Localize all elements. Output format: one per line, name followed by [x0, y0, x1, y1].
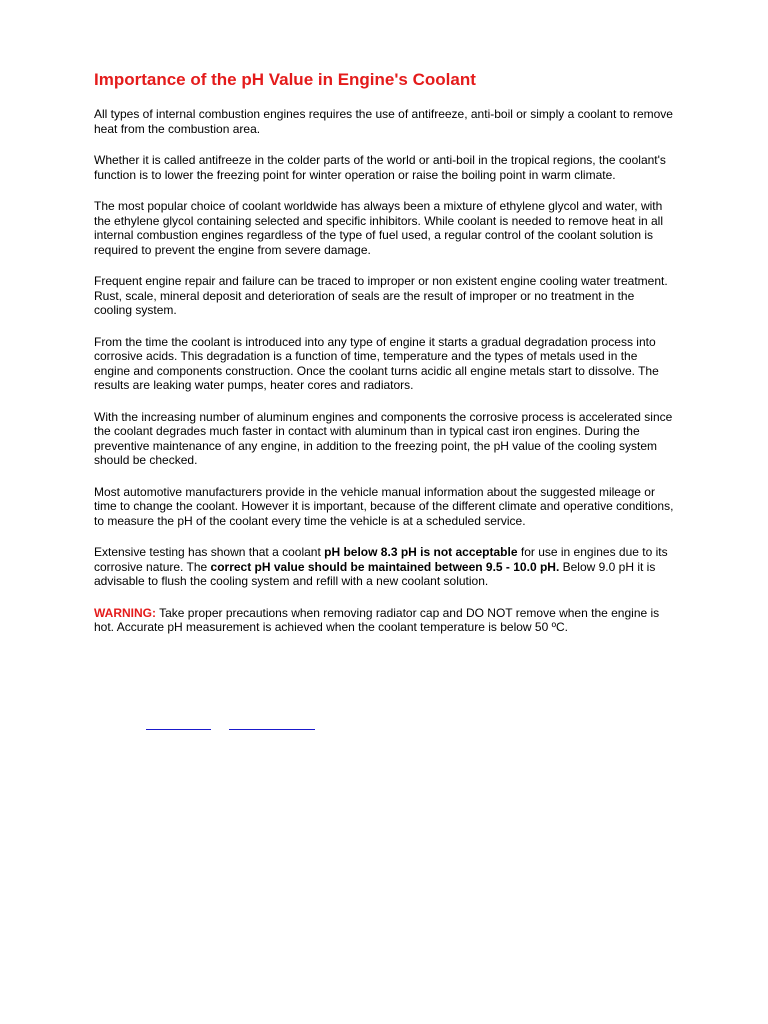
testing-text-3: Below 9.0 pH it is advisable to flush the cooling system and refill with a new coolant solution. [94, 559, 656, 588]
paragraph-intro: All types of internal combustion engines requires the use of antifreeze, anti-boil or simply a coolant to remove heat from the combustion area. [94, 107, 673, 136]
paragraph-function: Whether it is called antifreeze in the colder parts of the world or anti-boil in the tropical regions, the coolant's function is to lower the freezing point for winter operation or raise the boiling point in warm climate. [94, 153, 666, 182]
testing-text-1: Extensive testing has shown that a coolant [94, 545, 325, 559]
paragraph-degradation: From the time the coolant is introduced into any type of engine it starts a gradual degradation process into corrosive acids. This degradation is a function of time, temperature and the types of metals used in the engine and components construction. Once the coolant turns acidic all engine metals start to dissolve. The results are leaking water pumps, heater cores and radiators. [94, 334, 659, 392]
link-underline-1[interactable] [146, 729, 211, 730]
document-body [94, 70, 674, 652]
testing-text-2: for use in engines due to its corrosive nature. The [94, 545, 668, 574]
paragraph-testing [94, 545, 674, 589]
testing-bold-correct-range: correct pH value should be maintained between 9.5 - 10.0 pH. [210, 559, 560, 574]
warning-label: WARNING: [94, 605, 156, 620]
page-title: Importance of the pH Value in Engine's Coolant [94, 70, 476, 89]
warning-text: Take proper precautions when removing radiator cap and DO NOT remove when the engine is hot. Accurate pH measurement is achieved when the coolant temperature is below 50 ºC. [94, 605, 660, 634]
testing-bold-not-acceptable: pH below 8.3 pH is not acceptable [324, 545, 518, 559]
paragraph-repair: Frequent engine repair and failure can be traced to improper or non existent engine cooling water treatment. Rust, scale, mineral deposit and deterioration of seals are the result of improper or no treatment in the cooling system. [94, 274, 668, 317]
paragraph-aluminum: With the increasing number of aluminum engines and components the corrosive process is accelerated since the coolant degrades much faster in contact with aluminum than in typical cast iron engines. During the preventive maintenance of any engine, in addition to the freezing point, the pH value of the cooling system should be checked. [94, 409, 673, 467]
paragraph-warning [94, 606, 674, 635]
paragraph-manufacturers: Most automotive manufacturers provide in the vehicle manual information about the suggested mileage or time to change the coolant. However it is important, because of the different climate and operative conditions, to measure the pH of the coolant every time the vehicle is at a scheduled service. [94, 484, 674, 528]
link-underline-2[interactable] [229, 729, 315, 730]
paragraph-popular-choice: The most popular choice of coolant worldwide has always been a mixture of ethylene glycol and water, with the ethylene glycol containing selected and specific inhibitors. While coolant is needed to remove heat in all internal combustion engines regardless of the type of fuel used, a regular control of the coolant solution is required to prevent the engine from severe damage. [94, 199, 664, 257]
